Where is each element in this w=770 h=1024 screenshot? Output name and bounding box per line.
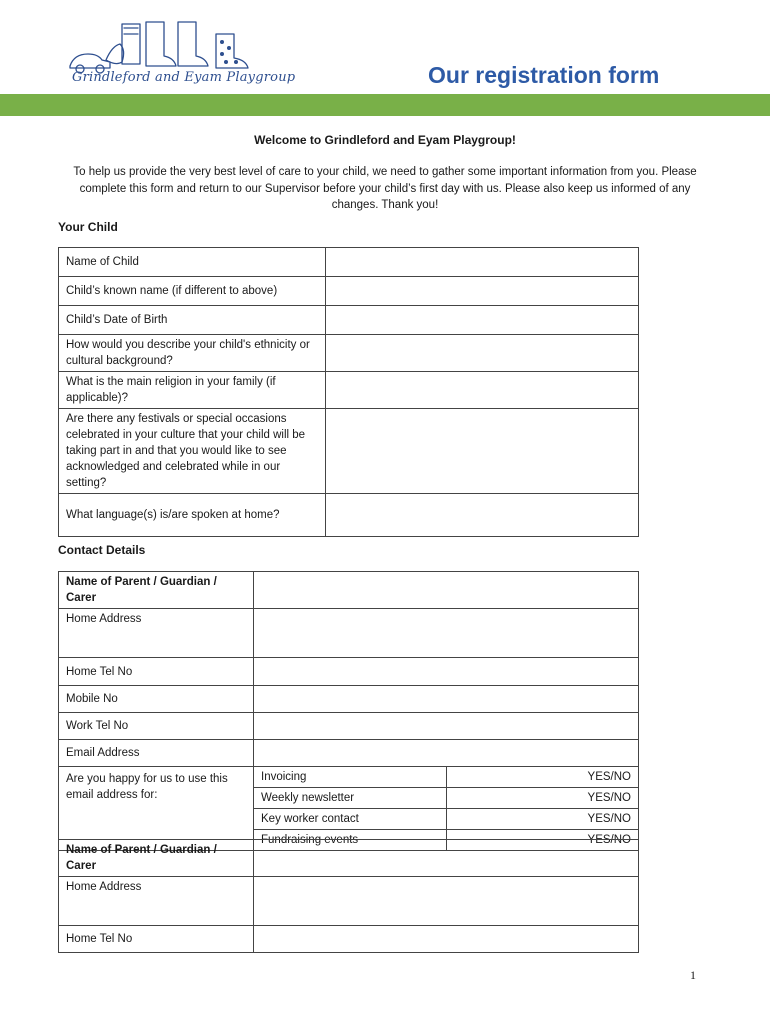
email-option-choice[interactable]: YES/NO	[446, 830, 638, 851]
dob-row	[59, 306, 639, 335]
parent1-work-tel-row	[59, 713, 639, 740]
child-name-row	[59, 248, 639, 277]
email-option-choice[interactable]: YES/NO	[446, 809, 638, 830]
child-name-label: Name of Child	[59, 248, 326, 277]
language-field[interactable]	[326, 494, 639, 537]
ethnicity-row	[59, 335, 639, 372]
intro-paragraph: To help us provide the very best level of care to your child, we need to gather some important information from you. Please complete this form and return to our Supervisor before your child’s first day with us. Please also keep us informed of any changes. Thank you!	[73, 166, 697, 211]
parent1-table	[58, 571, 639, 851]
email-option-label: Key worker contact	[254, 809, 446, 830]
parent2-home-tel-field[interactable]	[254, 926, 639, 953]
parent1-email-label: Email Address	[59, 740, 254, 767]
parent2-table	[58, 839, 639, 953]
parent2-home-tel-label: Home Tel No	[59, 926, 254, 953]
email-use-options	[254, 767, 639, 851]
parent1-work-tel-label: Work Tel No	[59, 713, 254, 740]
parent2-name-label: Name of Parent / Guardian / Carer	[59, 840, 254, 877]
religion-field[interactable]	[326, 372, 639, 409]
email-option-choice[interactable]: YES/NO	[446, 767, 638, 788]
parent2-home-tel-row	[59, 926, 639, 953]
parent1-email-field[interactable]	[254, 740, 639, 767]
parent1-home-tel-label: Home Tel No	[59, 658, 254, 686]
page-number: 1	[690, 968, 696, 982]
contact-details-heading: Contact Details	[58, 543, 146, 557]
parent1-work-tel-field[interactable]	[254, 713, 639, 740]
child-name-field[interactable]	[326, 248, 639, 277]
email-option-label: Weekly newsletter	[254, 788, 446, 809]
parent2-address-row	[59, 877, 639, 926]
your-child-heading: Your Child	[58, 220, 118, 234]
parent1-address-field[interactable]	[254, 609, 639, 658]
email-option-choice[interactable]: YES/NO	[446, 788, 638, 809]
email-option-invoicing	[254, 767, 638, 788]
language-row	[59, 494, 639, 537]
parent2-name-row	[59, 840, 639, 877]
festivals-row	[59, 409, 639, 494]
parent2-name-field[interactable]	[254, 840, 639, 877]
religion-row	[59, 372, 639, 409]
logo-wordmark: Grindleford and Eyam Playgroup	[72, 70, 296, 85]
dob-field[interactable]	[326, 306, 639, 335]
known-name-field[interactable]	[326, 277, 639, 306]
dob-label: Child’s Date of Birth	[59, 306, 326, 335]
your-child-table	[58, 247, 639, 537]
parent1-email-use-label: Are you happy for us to use this email address for:	[59, 767, 254, 851]
parent1-email-row	[59, 740, 639, 767]
email-option-newsletter	[254, 788, 638, 809]
form-title: Our registration form	[428, 62, 660, 88]
ethnicity-label: How would you describe your child's ethnicity or cultural background?	[59, 335, 326, 372]
email-option-label: Fundraising events	[254, 830, 446, 851]
religion-label: What is the main religion in your family (if applicable)?	[59, 372, 326, 409]
parent1-name-label: Name of Parent / Guardian / Carer	[59, 572, 254, 609]
parent1-address-label: Home Address	[59, 609, 254, 658]
parent2-address-field[interactable]	[254, 877, 639, 926]
parent1-mobile-field[interactable]	[254, 686, 639, 713]
parent1-mobile-label: Mobile No	[59, 686, 254, 713]
parent1-email-use-row	[59, 767, 639, 851]
parent1-mobile-row	[59, 686, 639, 713]
festivals-label: Are there any festivals or special occasions celebrated in your culture that your child will be taking part in and that you would like to see acknowledged and celebrated while in our setting?	[59, 409, 326, 494]
parent2-address-label: Home Address	[59, 877, 254, 926]
parent1-address-row	[59, 609, 639, 658]
festivals-field[interactable]	[326, 409, 639, 494]
parent1-home-tel-row	[59, 658, 639, 686]
language-label: What language(s) is/are spoken at home?	[59, 494, 326, 537]
ethnicity-field[interactable]	[326, 335, 639, 372]
known-name-label: Child’s known name (if different to above)	[59, 277, 326, 306]
email-option-key-worker	[254, 809, 638, 830]
parent1-name-field[interactable]	[254, 572, 639, 609]
parent1-name-row	[59, 572, 639, 609]
email-option-label: Invoicing	[254, 767, 446, 788]
known-name-row	[59, 277, 639, 306]
header-band	[0, 94, 770, 116]
parent1-home-tel-field[interactable]	[254, 658, 639, 686]
welcome-heading: Welcome to Grindleford and Eyam Playgroup!	[254, 133, 516, 147]
